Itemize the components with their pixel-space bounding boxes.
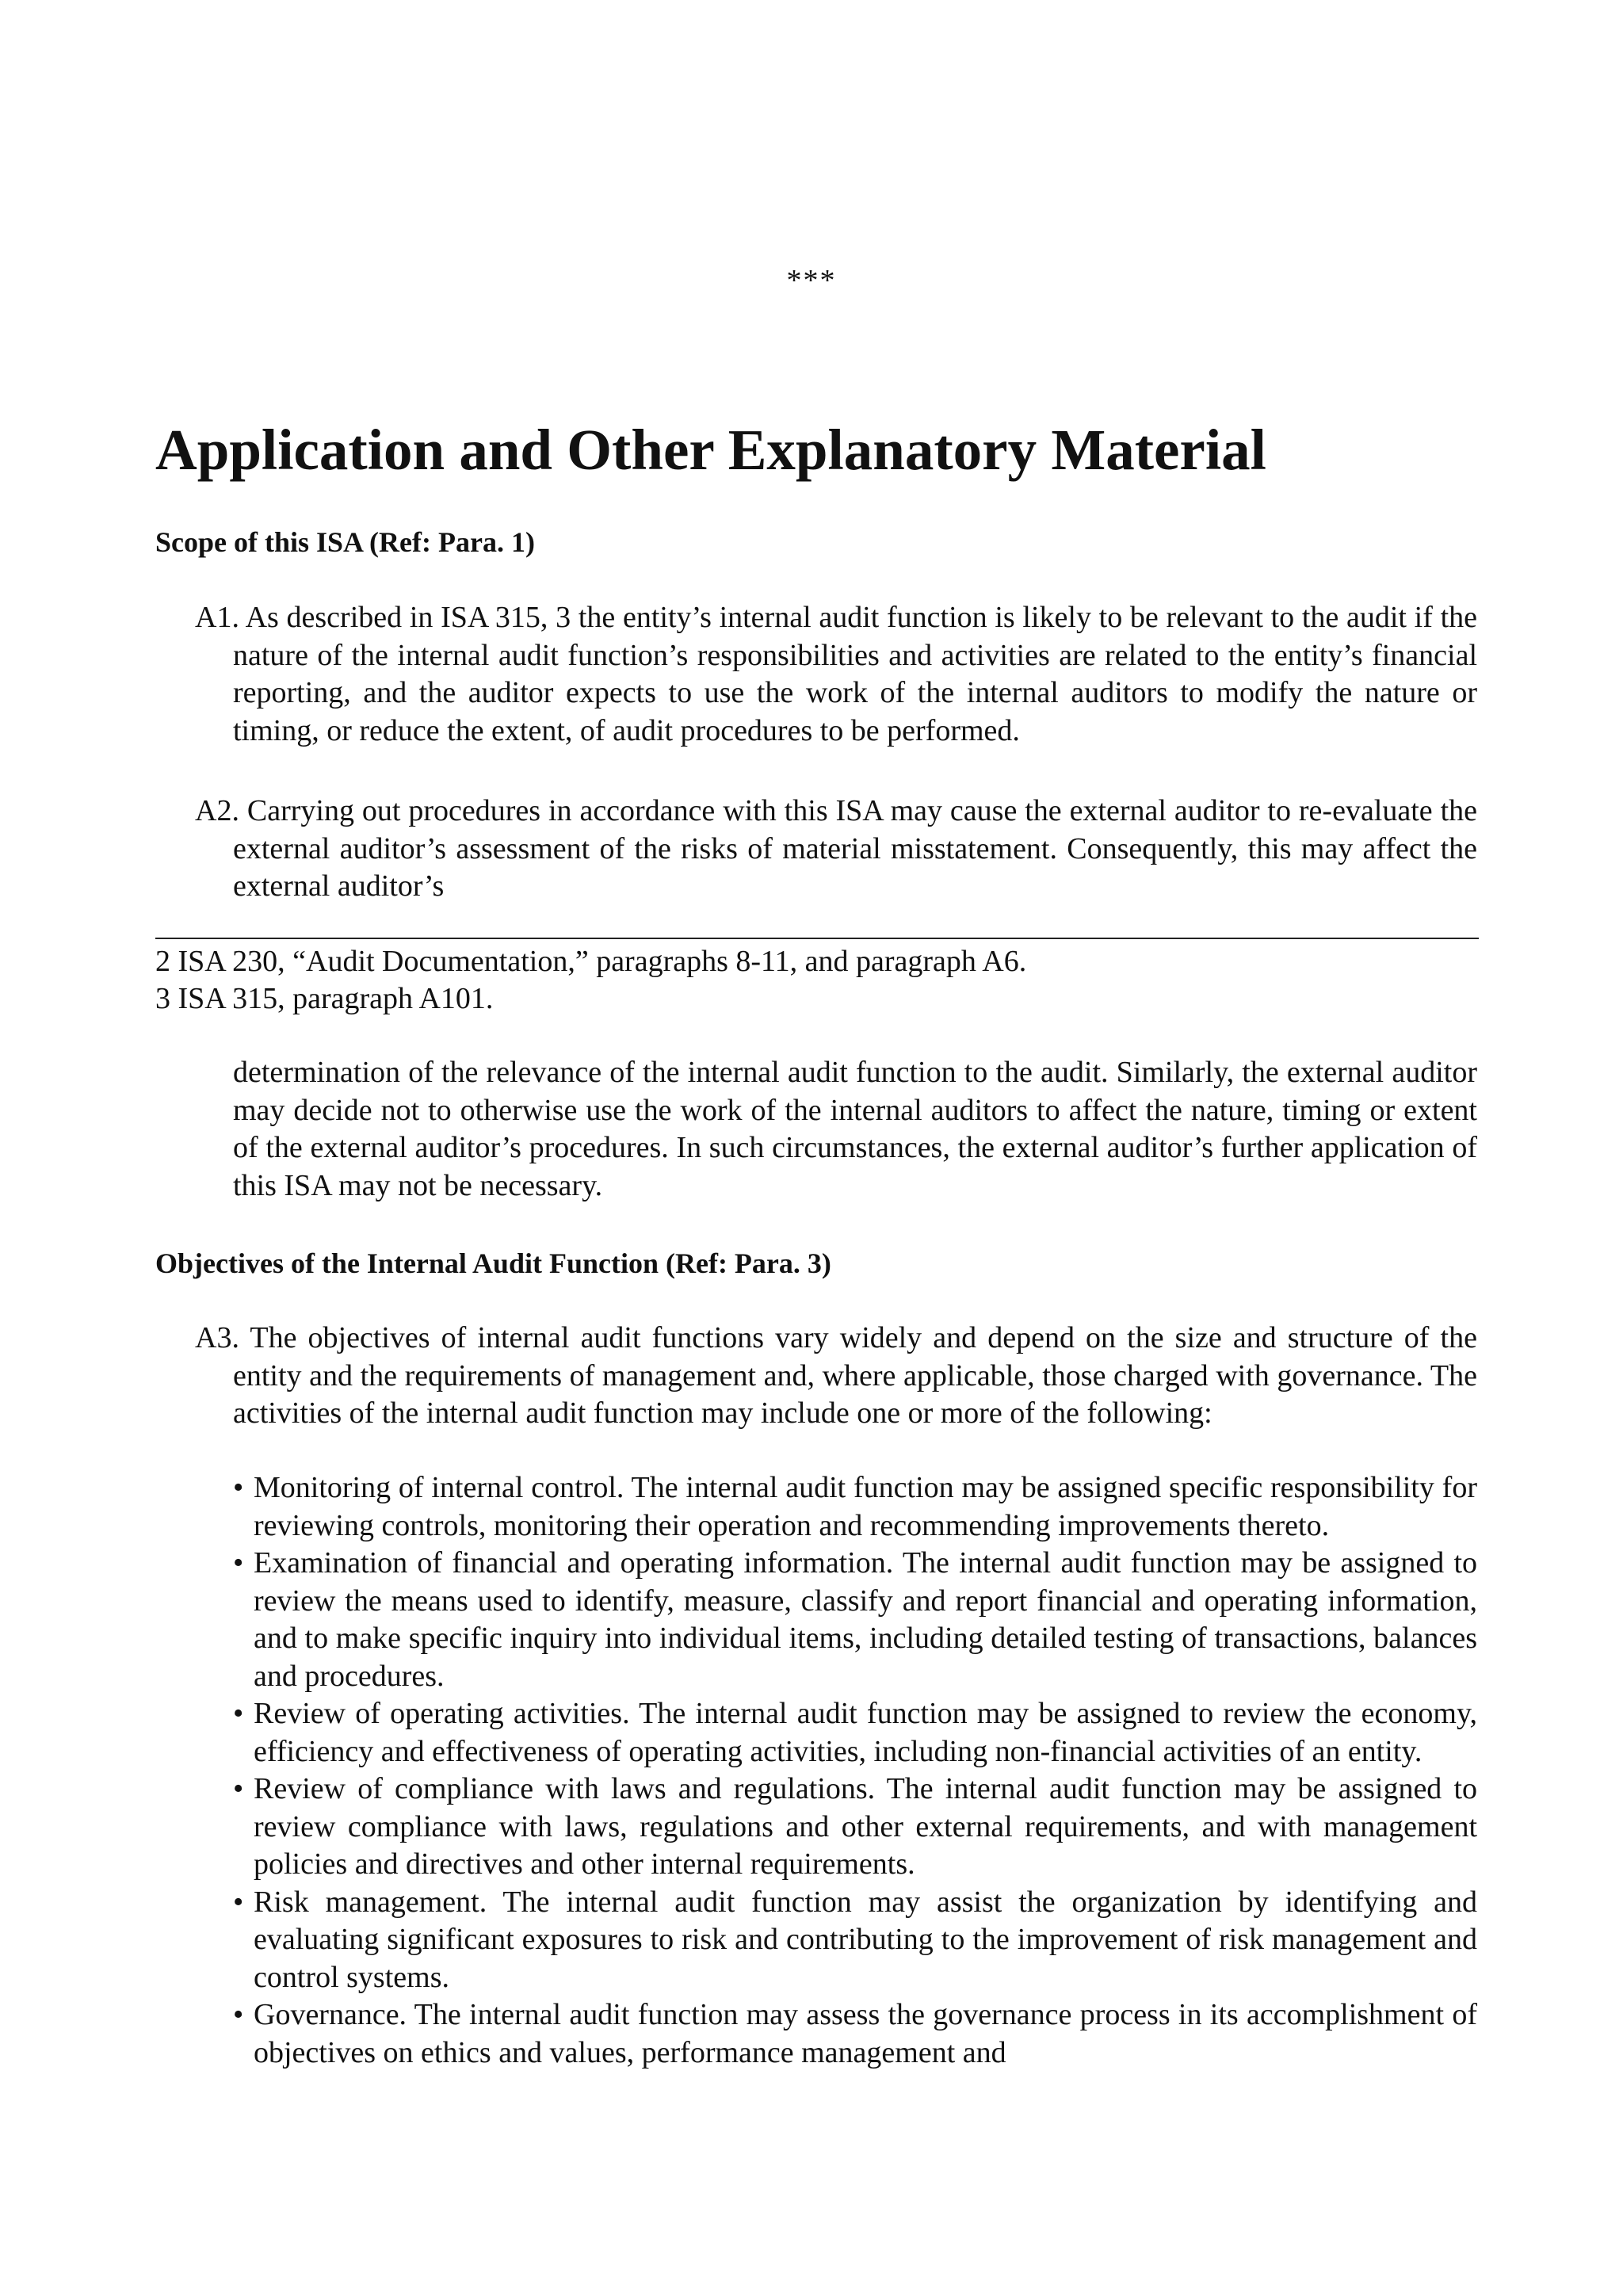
list-item xyxy=(233,1996,1477,2072)
list-item-text: Examination of financial and operating information. The internal audit function may be assigned to review the means used to identify, measure, classify and report financial and operating information, and to make specific inquiry into individual items, including detailed testing of transactions, balances and procedures. xyxy=(254,1546,1477,1693)
scope-section-title: Scope of this ISA (Ref: Para. 1) xyxy=(155,526,535,558)
page-heading: Application and Other Explanatory Material xyxy=(155,418,1266,482)
bullet-icon: • xyxy=(233,1697,244,1730)
paragraph-a1 xyxy=(195,599,1477,750)
bullet-icon: • xyxy=(233,1998,244,2031)
footnote-2: 2 ISA 230, “Audit Documentation,” paragraphs 8-11, and paragraph A6. xyxy=(155,945,1027,978)
list-item xyxy=(233,1884,1477,1997)
list-item-text: Monitoring of internal control. The internal audit function may be assigned specific responsibility for reviewing controls, monitoring their operation and recommending improvements thereto. xyxy=(254,1471,1477,1542)
list-item-text: Review of operating activities. The internal audit function may be assigned to review the economy, efficiency and effectiveness of operating activities, including non-financial activities of an entity. xyxy=(254,1697,1477,1768)
paragraph-text: As described in ISA 315, 3 the entity’s internal audit function is likely to be relevant to the audit if the nature of the internal audit function’s responsibilities and activities are related to the entity’s financial reporting, and the auditor expects to use the work of the internal auditors to modify the nature or timing, or reduce the extent, of audit procedures to be performed. xyxy=(233,601,1478,747)
paragraph-text: The objectives of internal audit functions vary widely and depend on the size and structure of the entity and the requirements of management and, where applicable, those charged with governance. The activities of the internal audit function may include one or more of the following: xyxy=(233,1321,1477,1430)
internal-audit-activities-list xyxy=(233,1469,1477,2072)
paragraph-text: Carrying out procedures in accordance with this ISA may cause the external auditor to re-evaluate the external auditor’s assessment of the risks of material misstatement. Consequently, this may affect the external auditor’s xyxy=(233,794,1477,903)
bullet-icon: • xyxy=(233,1885,244,1919)
list-item-text: Review of compliance with laws and regulations. The internal audit function may be assigned to review compliance with laws, regulations and other external requirements, and with management policies and directives and other internal requirements. xyxy=(254,1772,1477,1881)
paragraph-number: A1. xyxy=(195,601,239,634)
objectives-section-title: Objectives of the Internal Audit Function (Ref: Para. 3) xyxy=(155,1247,831,1279)
list-item xyxy=(233,1469,1477,1545)
list-item xyxy=(233,1771,1477,1884)
list-item xyxy=(233,1695,1477,1771)
paragraph-number: A2. xyxy=(195,794,239,827)
footnote-divider xyxy=(155,938,1479,939)
paragraph-a3 xyxy=(195,1320,1477,1433)
bullet-icon: • xyxy=(233,1772,244,1805)
list-item-text: Governance. The internal audit function may assess the governance process in its accomplishment of objectives on ethics and values, performance management and xyxy=(254,1998,1477,2069)
paragraph-a2-continuation: determination of the relevance of the internal audit function to the audit. Similarly, the external auditor may decide not to otherwise use the work of the internal auditors to affect the nature, timing or extent of the external auditor’s procedures. In such circumstances, the external auditor’s further application of this ISA may not be necessary. xyxy=(233,1056,1477,1202)
paragraph-number: A3. xyxy=(195,1321,239,1354)
bullet-icon: • xyxy=(233,1471,244,1504)
paragraph-a2 xyxy=(195,793,1477,906)
list-item-text: Risk management. The internal audit function may assist the organization by identifying and evaluating significant exposures to risk and contributing to the improvement of risk management and control systems. xyxy=(254,1885,1477,1994)
list-item xyxy=(233,1545,1477,1695)
footnote-3: 3 ISA 315, paragraph A101. xyxy=(155,982,494,1015)
bullet-icon: • xyxy=(233,1546,244,1580)
section-separator: *** xyxy=(786,264,837,297)
